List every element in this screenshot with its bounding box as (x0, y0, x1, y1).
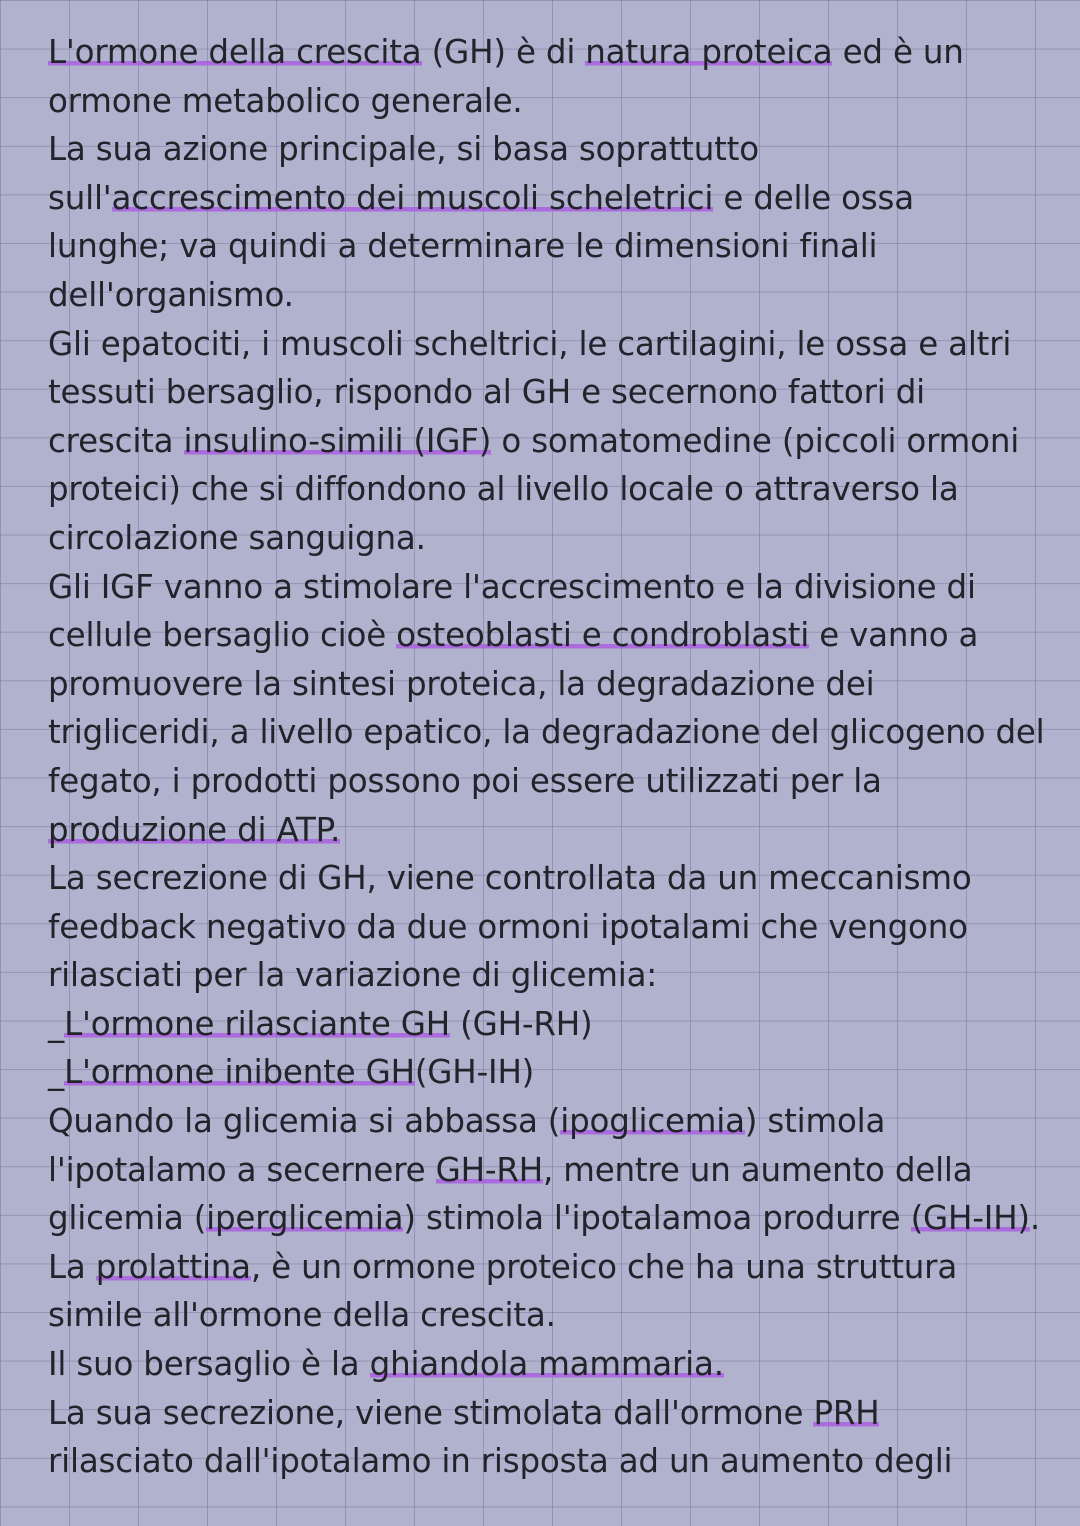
highlighted-text: produzione di ATP. (48, 810, 341, 849)
highlighted-text: accrescimento dei muscoli scheletrici (111, 178, 714, 217)
text-line (48, 368, 1058, 417)
highlighted-text: natura proteica (585, 33, 833, 71)
text-segment: Quando la glicemia si abbassa ( (48, 1102, 561, 1141)
text-segment: La secrezione di GH, viene controllata da un meccanismo (48, 859, 972, 898)
text-segment: proteici) che si diffondono al livello locale o attraverso la (48, 470, 959, 509)
text-line (48, 417, 1058, 466)
text-line (48, 1000, 1058, 1049)
text-segment: La sua secrezione, viene stimolata dall'ormone (48, 1393, 814, 1432)
text-line (48, 1243, 1058, 1292)
text-segment: sull' (48, 178, 112, 217)
highlighted-text: L'ormone inibente GH (64, 1053, 415, 1092)
text-line (48, 28, 1058, 77)
text-segment: La (48, 1247, 96, 1286)
highlighted-text: GH-RH (435, 1150, 543, 1189)
text-segment: Gli epatociti, i muscoli scheltrici, le cartilagini, le ossa e altri (48, 324, 1012, 363)
text-segment: Il suo bersaglio è la (48, 1345, 370, 1384)
text-segment: _ (48, 1004, 65, 1043)
text-segment: e vanno a (809, 616, 979, 655)
text-line (48, 222, 1058, 271)
text-line (48, 611, 1058, 660)
text-segment: l'ipotalamo a secernere (48, 1150, 436, 1189)
text-line (48, 271, 1058, 320)
highlighted-text: insulino-simili (IGF) (183, 421, 492, 460)
notes-page (48, 28, 1058, 1486)
highlighted-text: (GH-IH) (910, 1199, 1030, 1238)
highlighted-text: osteoblasti e condroblasti (396, 616, 810, 655)
text-segment: _ (48, 1053, 65, 1092)
text-segment: cellule bersaglio cioè (48, 616, 397, 655)
text-line (48, 660, 1058, 709)
text-line (48, 320, 1058, 369)
text-line (48, 465, 1058, 514)
text-segment: ) stimola (744, 1102, 886, 1141)
text-segment: ed è un (832, 33, 964, 71)
text-line (48, 125, 1058, 174)
text-line (48, 903, 1058, 952)
text-line (48, 708, 1058, 757)
text-line (48, 1340, 1058, 1389)
text-segment: , mentre un aumento della (542, 1150, 973, 1189)
text-segment: o somatomedine (piccoli ormoni (491, 421, 1020, 460)
text-line (48, 1048, 1058, 1097)
text-line (48, 1437, 1058, 1486)
highlighted-text: prolattina (95, 1247, 251, 1286)
highlighted-text: ipoglicemia (560, 1102, 745, 1141)
text-line (48, 1097, 1058, 1146)
text-segment: fegato, i prodotti possono poi essere utilizzati per la (48, 761, 882, 800)
text-line (48, 1146, 1058, 1195)
text-segment: promuovere la sintesi proteica, la degradazione dei (48, 664, 875, 703)
text-line (48, 77, 1058, 126)
highlighted-text: L'ormone della crescita (48, 33, 422, 71)
text-line (48, 1291, 1058, 1340)
text-segment: dell'organismo. (48, 275, 294, 314)
text-segment: . (1029, 1199, 1041, 1238)
highlighted-text: PRH (813, 1393, 880, 1432)
text-segment: rilasciato dall'ipotalamo in risposta ad un aumento degli (48, 1442, 953, 1481)
text-segment: (GH) è di (421, 33, 586, 71)
text-segment: e delle ossa (713, 178, 914, 217)
text-segment: (GH-RH) (450, 1004, 593, 1043)
text-segment: ) stimola l'ipotalamoa produrre (403, 1199, 911, 1238)
text-segment: (GH-IH) (414, 1053, 535, 1092)
text-line (48, 757, 1058, 806)
text-segment: ormone metabolico generale. (48, 81, 523, 120)
text-line (48, 806, 1058, 855)
text-segment: simile all'ormone della crescita. (48, 1296, 556, 1335)
text-line (48, 1194, 1058, 1243)
highlighted-text: iperglicemia (206, 1199, 404, 1238)
highlighted-text: ghiandola mammaria. (369, 1345, 724, 1384)
text-line (48, 514, 1058, 563)
text-line (48, 854, 1058, 903)
text-segment: lunghe; va quindi a determinare le dimensioni finali (48, 227, 878, 266)
text-segment: trigliceridi, a livello epatico, la degradazione del glicogeno del (48, 713, 1045, 752)
text-segment: feedback negativo da due ormoni ipotalami che vengono (48, 907, 968, 946)
text-segment: La sua azione principale, si basa soprattutto (48, 130, 759, 169)
text-line (48, 1389, 1058, 1438)
text-segment: tessuti bersaglio, rispondo al GH e secernono fattori di (48, 373, 925, 412)
text-line (48, 563, 1058, 612)
text-segment: rilasciati per la variazione di glicemia: (48, 956, 658, 995)
text-line (48, 951, 1058, 1000)
text-segment: Gli IGF vanno a stimolare l'accrescimento e la divisione di (48, 567, 976, 606)
text-segment: crescita (48, 421, 184, 460)
highlighted-text: L'ormone rilasciante GH (64, 1004, 451, 1043)
text-segment: , è un ormone proteico che ha una struttura (250, 1247, 958, 1286)
text-segment: circolazione sanguigna. (48, 518, 426, 557)
text-segment: glicemia ( (48, 1199, 207, 1238)
text-line (48, 174, 1058, 223)
